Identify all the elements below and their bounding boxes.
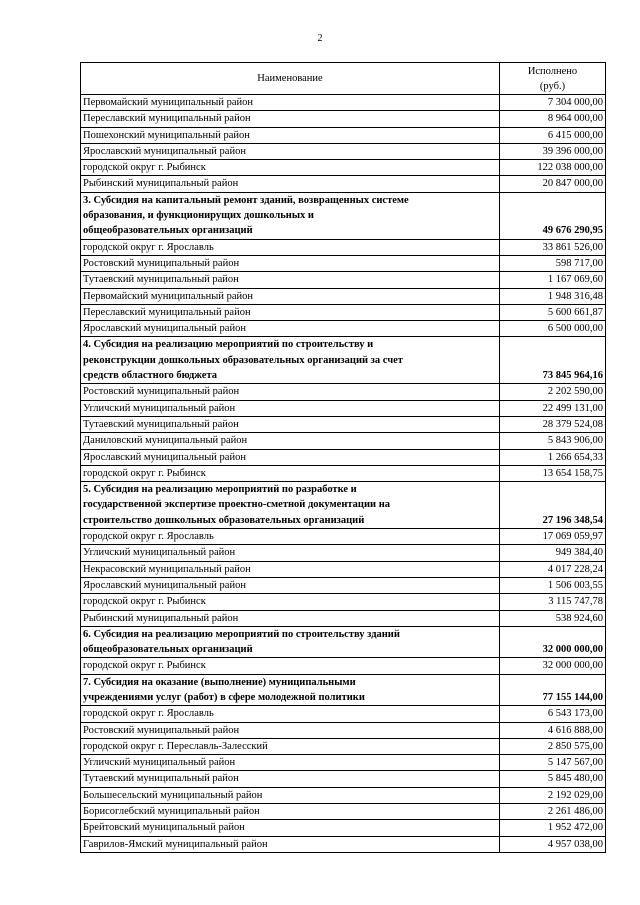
row-name: Первомайский муниципальный район	[81, 95, 500, 111]
section-title-line: 7. Субсидия на оказание (выполнение) муниципальными	[83, 676, 356, 688]
table-row	[81, 658, 606, 674]
row-value: 1 506 003,55	[500, 577, 606, 593]
table-row	[81, 787, 606, 803]
row-name: Ярославский муниципальный район	[81, 449, 500, 465]
row-name: Рыбинский муниципальный район	[81, 610, 500, 626]
row-name: Гаврилов-Ямский муниципальный район	[81, 836, 500, 852]
table-row	[81, 771, 606, 787]
row-value: 8 964 000,00	[500, 111, 606, 127]
row-name: Угличский муниципальный район	[81, 755, 500, 771]
budget-table	[80, 62, 606, 853]
table-row	[81, 416, 606, 432]
row-value: 20 847 000,00	[500, 176, 606, 192]
row-value: 1 167 069,60	[500, 272, 606, 288]
row-name: Даниловский муниципальный район	[81, 433, 500, 449]
table-row	[81, 321, 606, 337]
row-name: Тутаевский муниципальный район	[81, 771, 500, 787]
section-title-line: образования, и функционирущих дошкольных и	[83, 210, 314, 222]
table-row	[81, 577, 606, 593]
section-title-line: 6. Субсидия на реализацию мероприятий по строительству зданий	[83, 628, 400, 640]
section-title	[81, 337, 500, 384]
table-row	[81, 143, 606, 159]
section-row	[81, 674, 606, 706]
section-row	[81, 482, 606, 529]
row-value: 598 717,00	[500, 255, 606, 271]
row-name: Ростовский муниципальный район	[81, 384, 500, 400]
section-title-line: строительство дошкольных образовательных организаций	[83, 514, 365, 526]
table-row	[81, 722, 606, 738]
row-name: городской округ г. Рыбинск	[81, 160, 500, 176]
row-name: Первомайский муниципальный район	[81, 288, 500, 304]
row-name: городской округ г. Ярославль	[81, 529, 500, 545]
table-row	[81, 738, 606, 754]
row-value: 2 261 486,00	[500, 804, 606, 820]
section-row	[81, 192, 606, 239]
row-value: 2 202 590,00	[500, 384, 606, 400]
table-row	[81, 465, 606, 481]
table-row	[81, 755, 606, 771]
value-header-unit: (руб.)	[539, 80, 566, 92]
row-name: Ярославский муниципальный район	[81, 321, 500, 337]
table-row	[81, 545, 606, 561]
section-title	[81, 192, 500, 239]
row-value: 33 861 526,00	[500, 239, 606, 255]
row-value: 5 843 906,00	[500, 433, 606, 449]
table-row	[81, 433, 606, 449]
table-row	[81, 272, 606, 288]
row-name: городской округ г. Ярославль	[81, 239, 500, 255]
row-name: Рыбинский муниципальный район	[81, 176, 500, 192]
section-title-line: общеобразовательных организаций	[83, 644, 253, 656]
row-value: 4 616 888,00	[500, 722, 606, 738]
row-value: 5 147 567,00	[500, 755, 606, 771]
table-row	[81, 160, 606, 176]
row-value: 4 017 228,24	[500, 561, 606, 577]
table-row	[81, 836, 606, 852]
row-name: Большесельский муниципальный район	[81, 787, 500, 803]
row-value: 49 676 290,95	[500, 192, 606, 239]
table-row	[81, 610, 606, 626]
row-name: Некрасовский муниципальный район	[81, 561, 500, 577]
row-value: 73 845 964,16	[500, 337, 606, 384]
row-value: 1 952 472,00	[500, 820, 606, 836]
table-row	[81, 239, 606, 255]
name-column-header: Наименование	[81, 63, 500, 95]
section-title-line: 3. Субсидия на капитальный ремонт зданий, возвращенных системе	[83, 194, 409, 206]
section-title	[81, 626, 500, 658]
row-name: Ростовский муниципальный район	[81, 722, 500, 738]
row-name: Тутаевский муниципальный район	[81, 272, 500, 288]
row-name: городской округ г. Рыбинск	[81, 658, 500, 674]
row-value: 13 654 158,75	[500, 465, 606, 481]
table-row	[81, 820, 606, 836]
section-title	[81, 482, 500, 529]
row-name: городской округ г. Рыбинск	[81, 465, 500, 481]
row-value: 1 948 316,48	[500, 288, 606, 304]
row-name: Угличский муниципальный район	[81, 545, 500, 561]
row-value: 949 384,40	[500, 545, 606, 561]
row-name: Ростовский муниципальный район	[81, 255, 500, 271]
row-value: 7 304 000,00	[500, 95, 606, 111]
section-row	[81, 626, 606, 658]
section-title-line: 5. Субсидия на реализацию мероприятий по разработке и	[83, 484, 357, 496]
table-body	[81, 95, 606, 853]
table-row	[81, 594, 606, 610]
row-value: 6 500 000,00	[500, 321, 606, 337]
row-value: 32 000 000,00	[500, 658, 606, 674]
table-row	[81, 449, 606, 465]
table-row	[81, 706, 606, 722]
row-value: 6 415 000,00	[500, 127, 606, 143]
row-value: 22 499 131,00	[500, 400, 606, 416]
table-row	[81, 95, 606, 111]
row-name: Борисоглебский муниципальный район	[81, 804, 500, 820]
section-title-line: реконструкции дошкольных образовательных организаций за счет	[83, 354, 403, 366]
row-name: Брейтовский муниципальный район	[81, 820, 500, 836]
row-value: 122 038 000,00	[500, 160, 606, 176]
section-title-line: средств областного бюджета	[83, 370, 217, 382]
table-header-row	[81, 63, 606, 95]
section-title	[81, 674, 500, 706]
row-value: 2 850 575,00	[500, 738, 606, 754]
row-value: 538 924,60	[500, 610, 606, 626]
table-row	[81, 288, 606, 304]
page-number: 2	[317, 33, 323, 44]
row-value: 3 115 747,78	[500, 594, 606, 610]
table-row	[81, 304, 606, 320]
row-name: Угличский муниципальный район	[81, 400, 500, 416]
row-name: Тутаевский муниципальный район	[81, 416, 500, 432]
table-row	[81, 255, 606, 271]
table-row	[81, 127, 606, 143]
section-title-line: общеобразовательных организаций	[83, 225, 253, 237]
row-name: Ярославский муниципальный район	[81, 143, 500, 159]
row-value: 4 957 038,00	[500, 836, 606, 852]
row-value: 5 845 480,00	[500, 771, 606, 787]
row-value: 39 396 000,00	[500, 143, 606, 159]
row-name: городской округ г. Переславль-Залесский	[81, 738, 500, 754]
row-name: Пошехонский муниципальный район	[81, 127, 500, 143]
row-name: Переславский муниципальный район	[81, 111, 500, 127]
row-value: 27 196 348,54	[500, 482, 606, 529]
row-value: 28 379 524,08	[500, 416, 606, 432]
section-title-line: государственной экспертизе проектно-сметной документации на	[83, 499, 391, 511]
row-value: 1 266 654,33	[500, 449, 606, 465]
row-value: 77 155 144,00	[500, 674, 606, 706]
value-column-header	[500, 63, 606, 95]
section-title-line: 4. Субсидия на реализацию мероприятий по строительству и	[83, 339, 374, 351]
row-value: 6 543 173,00	[500, 706, 606, 722]
row-value: 5 600 661,87	[500, 304, 606, 320]
row-name: городской округ г. Ярославль	[81, 706, 500, 722]
table-row	[81, 384, 606, 400]
row-value: 2 192 029,00	[500, 787, 606, 803]
section-title-line: учреждениями услуг (работ) в сфере молодежной политики	[83, 691, 365, 703]
row-value: 32 000 000,00	[500, 626, 606, 658]
row-name: Переславский муниципальный район	[81, 304, 500, 320]
table-row	[81, 400, 606, 416]
table-row	[81, 176, 606, 192]
table-row	[81, 561, 606, 577]
row-name: Ярославский муниципальный район	[81, 577, 500, 593]
row-value: 17 069 059,97	[500, 529, 606, 545]
row-name: городской округ г. Рыбинск	[81, 594, 500, 610]
section-row	[81, 337, 606, 384]
table-row	[81, 529, 606, 545]
table-row	[81, 804, 606, 820]
table-row	[81, 111, 606, 127]
value-header-line: Исполнено	[527, 65, 578, 77]
